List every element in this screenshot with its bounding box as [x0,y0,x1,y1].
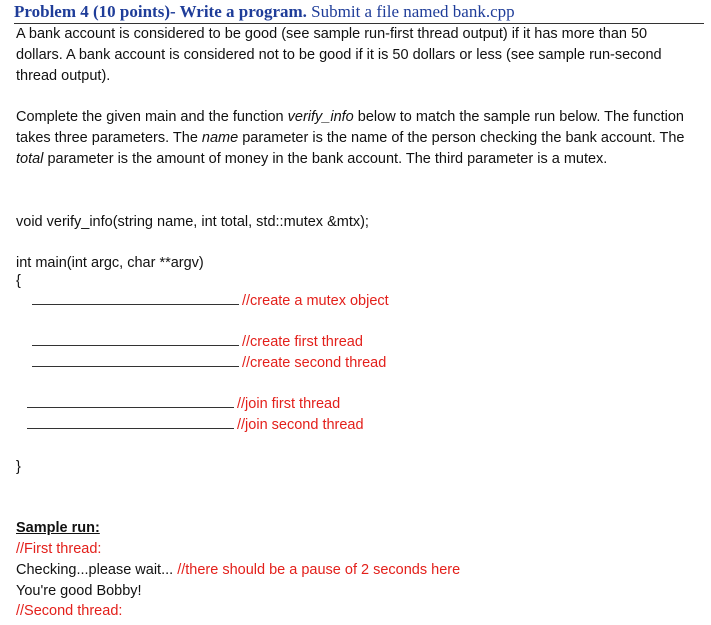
fill-in-blank [32,366,239,367]
checking-text: Checking...please wait... [16,562,174,578]
blank-row-second-thread [32,353,386,374]
instructions-text-1: Complete the given main and the function [16,109,288,125]
comment-join-first: //join first thread [237,396,341,412]
param-name: name [201,130,239,146]
fill-in-blank [32,304,239,305]
problem-heading [14,2,704,24]
blank-row-join-second [27,415,364,436]
intro-paragraph: A bank account is considered to be good (see sample run-first thread output) if it has more than 50 dollars. A bank account is considered not to be good if it is 50 dollars or less (see sample run-second thread output). [16,26,662,84]
instructions-paragraph [16,107,686,170]
blank-row-first-thread [32,332,363,353]
blank-row-mutex [32,291,389,312]
instructions-text-2: below to match the sample run below. The function takes three parameters. The [16,109,684,146]
comment-mutex: //create a mutex object [242,293,389,309]
comment-join-second: //join second thread [237,417,364,433]
fill-in-blank [27,407,234,408]
function-prototype: void verify_info(string name, int total, std::mutex &mtx); [16,214,369,230]
checking-line [16,560,460,581]
func-name: verify_info [287,109,354,125]
open-brace: { [16,273,21,289]
sample-run-title: Sample run: [16,520,100,536]
close-brace: } [16,459,21,475]
pause-note: //there should be a pause of 2 seconds here [177,562,461,578]
instructions-text-3: parameter is the name of the person checking the bank account. The [238,130,685,146]
problem-title: Problem 4 (10 points)- Write a program. [14,2,307,21]
param-total: total [16,151,44,167]
first-thread-label: //First thread: [16,541,102,557]
blank-row-join-first [27,394,340,415]
fill-in-blank [27,428,234,429]
instructions-text-4: parameter is the amount of money in the bank account. The third parameter is a mutex. [43,151,608,167]
second-thread-label: //Second thread: [16,603,123,619]
good-output: You're good Bobby! [16,583,142,599]
comment-second-thread: //create second thread [242,355,387,371]
comment-first-thread: //create first thread [242,334,363,350]
main-signature: int main(int argc, char **argv) [16,255,204,271]
submit-instruction: Submit a file named bank.cpp [306,2,515,21]
fill-in-blank [32,345,239,346]
